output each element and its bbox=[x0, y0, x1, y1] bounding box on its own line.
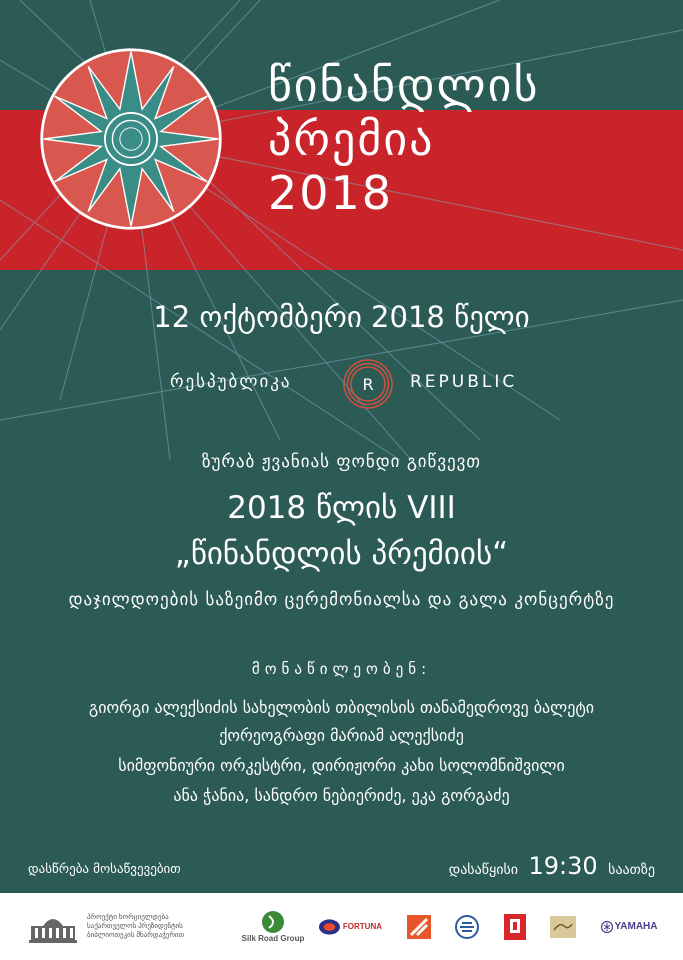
library-support-note bbox=[84, 893, 194, 960]
title-year: 2018 bbox=[268, 166, 394, 220]
sponsor-bar bbox=[0, 893, 683, 960]
star-emblem-logo bbox=[38, 46, 224, 232]
red-square-logo bbox=[500, 893, 530, 960]
headline-award: „წინანდლის პრემიის“ bbox=[174, 536, 509, 572]
start-time-line bbox=[449, 852, 655, 880]
event-date: 12 ოქტომბერი 2018 წელი bbox=[153, 300, 530, 334]
start-time: 19:30 bbox=[528, 852, 598, 880]
title-line-1: წინანდლის bbox=[268, 58, 540, 112]
silk-road-group-logo bbox=[242, 893, 304, 960]
title-line-2: პრემია bbox=[268, 112, 435, 166]
participant-line: ქორეოგრაფი მარიამ ალექსიძე bbox=[219, 726, 464, 745]
headline-year: 2018 წლის VIII bbox=[227, 490, 456, 526]
parliament-building-icon bbox=[26, 893, 80, 960]
republic-logo-letter: R bbox=[362, 375, 374, 394]
invitation-note: დასწრება მოსაწვევებით bbox=[28, 862, 181, 877]
start-suffix: საათზე bbox=[608, 862, 655, 878]
fortuna-label: FORTUNA bbox=[342, 922, 382, 931]
fortuna-icon bbox=[318, 918, 341, 936]
yamaha-label: YAMAHA bbox=[614, 921, 658, 932]
ceremony-line: დაჯილდოების საზეიმო ცერემონიალსა და გალა კონცერტზე bbox=[68, 590, 615, 610]
library-support-text: პროექტი ხორციელდება საქართველოს პრეზიდენტის ბიბლიოთეკის მხარდაჭერით bbox=[87, 914, 185, 939]
participant-line: ანა ჭანია, სანდრო ნებიერიძე, ეკა გორგაძე bbox=[173, 786, 510, 805]
participant-line: გიორგი ალექსიძის სახელობის თბილისის თანამედროვე ბალეტი bbox=[88, 698, 595, 717]
fortuna-radio-logo bbox=[318, 893, 382, 960]
participant-line: სიმფონიური ორკესტრი, დირიჟორი კახი სოლომნიშვილი bbox=[118, 756, 565, 775]
venue bbox=[170, 358, 530, 410]
venue-name-georgian: რესპუბლიკა bbox=[170, 372, 292, 392]
silk-road-icon bbox=[261, 910, 285, 934]
blue-circle-logo bbox=[452, 893, 482, 960]
start-label: დასაწყისი bbox=[448, 862, 519, 878]
map-logo bbox=[548, 893, 578, 960]
yamaha-tuning-fork-icon bbox=[601, 921, 613, 933]
participants-heading: მონაწილეობენ: bbox=[251, 660, 432, 678]
venue-name-english: REPUBLIC bbox=[410, 372, 518, 392]
republic-logo bbox=[342, 358, 394, 410]
yamaha-logo bbox=[598, 893, 660, 960]
orange-brand-logo bbox=[404, 893, 434, 960]
silk-road-label: Silk Road Group bbox=[241, 934, 305, 943]
invitation-line: ზურაბ ჟვანიას ფონდი გიწვევთ bbox=[201, 452, 482, 472]
